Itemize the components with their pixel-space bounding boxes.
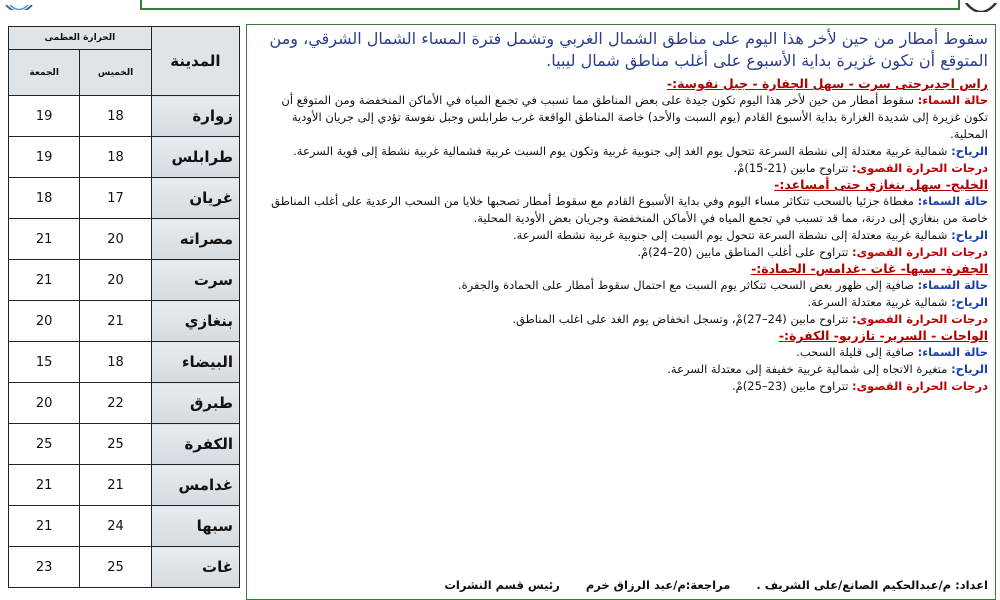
table-row <box>9 424 240 465</box>
sky-label: حالة السماء: <box>917 194 988 208</box>
wind-label: الرياح: <box>951 228 988 242</box>
thursday-temp: 20 <box>80 260 152 301</box>
sky-text: صافية إلى قليلة السحب. <box>796 345 914 359</box>
table-row <box>9 301 240 342</box>
prepared-by: اعداد: م/عبدالحكيم الصانع/على الشريف . <box>756 578 988 592</box>
city-name: بنغازي <box>151 301 239 342</box>
right-logo <box>962 0 1000 12</box>
city-name: غريان <box>151 178 239 219</box>
thursday-temp: 18 <box>80 137 152 178</box>
friday-temp: 25 <box>9 424 80 465</box>
city-header: المدينة <box>151 27 239 96</box>
region-title: الخليج- سهل بنغازي حتى أمساعد:- <box>774 177 988 192</box>
city-name: غدامس <box>151 465 239 506</box>
table-row <box>9 465 240 506</box>
table-row <box>9 260 240 301</box>
sky-text: صافية إلى ظهور بعض السحب تتكاثر يوم السبت مع احتمال سقوط أمطار على الحمادة والجفرة. <box>457 278 914 292</box>
friday-temp: 20 <box>9 301 80 342</box>
sky-label: حالة السماء: <box>917 278 988 292</box>
wind-text: شمالية غربية معتدلة إلى نشطة السرعة تتحول يوم الغد إلى جنوبية غربية وتكون يوم السبت غربية فشمالية غربية نشطة إلى قوية السرعة. <box>293 144 948 158</box>
temp-label: درجات الحرارة القصوى: <box>852 161 988 175</box>
friday-temp: 21 <box>9 465 80 506</box>
friday-temp: 21 <box>9 219 80 260</box>
thursday-temp: 17 <box>80 178 152 219</box>
intro-summary: سقوط أمطار من حين لأخر هذا اليوم على مناطق الشمال الغربي وتشمل فترة المساء الشمال الشرقي، ومن المتوقع أن تكون غزيرة بداية الأسبوع على أغلب مناطق شمال ليبيا. <box>269 29 988 70</box>
sky-text: سقوط أمطار من حين لأخر هذا اليوم تكون جيدة على بعض المناطق مما تسبب في تجمع المياه في الأماكن المنخفضة ومن المتوقع أن تكون غزيرة إلى شديدة الغزارة بداية الأسبوع القادم (يوم السبت والأحد) خاصة المناطق الواقعة غرب طرابلس وجبل نفوسة تؤدي إلى جريان الأودية المحلية. <box>281 93 988 141</box>
thursday-temp: 21 <box>80 465 152 506</box>
signature-line <box>254 578 988 592</box>
table-row <box>9 137 240 178</box>
thursday-temp: 21 <box>80 301 152 342</box>
wind-label: الرياح: <box>951 295 988 309</box>
friday-temp: 18 <box>9 178 80 219</box>
forecast-content <box>254 28 988 395</box>
temp-label: درجات الحرارة القصوى: <box>852 312 988 326</box>
table-row <box>9 547 240 588</box>
city-name: البيضاء <box>151 342 239 383</box>
city-name: مصراته <box>151 219 239 260</box>
table-row <box>9 383 240 424</box>
wind-label: الرياح: <box>951 362 988 376</box>
wind-text: شمالية غربية معتدلة إلى نشطة السرعة تتحول يوم السبت إلى جنوبية غربية نشطة السرعة. <box>512 228 948 242</box>
friday-temp: 15 <box>9 342 80 383</box>
header-frame <box>140 0 960 10</box>
region-section <box>254 177 988 261</box>
friday-temp: 23 <box>9 547 80 588</box>
region-section <box>254 261 988 328</box>
temperature-table <box>8 26 240 588</box>
department-head: رئيس قسم النشرات <box>444 578 560 592</box>
table-row <box>9 96 240 137</box>
thursday-temp: 22 <box>80 383 152 424</box>
thursday-temp: 25 <box>80 547 152 588</box>
region-section <box>254 328 988 395</box>
table-row <box>9 219 240 260</box>
city-name: الكفرة <box>151 424 239 465</box>
temp-label: درجات الحرارة القصوى: <box>852 379 988 393</box>
thursday-temp: 20 <box>80 219 152 260</box>
friday-header: الجمعة <box>9 50 80 96</box>
reviewed-by: مراجعة:م/عبد الرزاق خرم <box>585 578 731 592</box>
thursday-temp: 24 <box>80 506 152 547</box>
city-name: زوارة <box>151 96 239 137</box>
left-emblem <box>0 0 38 10</box>
table-row <box>9 178 240 219</box>
temp-text: تتراوح مابين (24–27)مْ، وتسجل انخفاض يوم الغد على اغلب المناطق. <box>512 312 849 326</box>
city-name: غات <box>151 547 239 588</box>
region-title: الواحات - السرير- تازربو- الكفرة:- <box>778 328 988 343</box>
wind-text: شمالية غربية معتدلة السرعة. <box>807 295 948 309</box>
city-name: سرت <box>151 260 239 301</box>
thursday-temp: 18 <box>80 342 152 383</box>
thursday-temp: 25 <box>80 424 152 465</box>
temp-text: تتراوح مابين (21-15)مْ. <box>733 161 849 175</box>
friday-temp: 21 <box>9 506 80 547</box>
thursday-header: الخميس <box>80 50 152 96</box>
table-row <box>9 342 240 383</box>
sky-label: حالة السماء: <box>917 93 988 107</box>
max-temp-header: الحرارة العظمى <box>9 27 152 50</box>
temp-label: درجات الحرارة القصوى: <box>852 245 988 259</box>
city-name: طرابلس <box>151 137 239 178</box>
sky-label: حالة السماء: <box>917 345 988 359</box>
friday-temp: 21 <box>9 260 80 301</box>
temp-text: تتراوح على أغلب المناطق مابين (20–24)مْ. <box>637 245 849 259</box>
region-title: راس اجديرحتى سرت - سهل الجفارة - جبل نفوسة:- <box>666 76 988 91</box>
sky-text: مغطاة جزئيا بالسحب تتكاثر مساء اليوم وفي بداية الأسبوع القادم مع سقوط أمطار تصحبها خلايا من السحب الرعدية على أغلب المناطق خاصة من بنغازي إلى درنة، مما قد تسبب في تجمع المياه في الأماكن المنخفضة وجريان بعض الأودية المحلية. <box>271 194 988 225</box>
region-title: الجفرة- سبها- غات -غدامس- الحمادة:- <box>751 261 988 276</box>
temp-text: تتراوح مابين (23–25)مْ. <box>732 379 849 393</box>
table-row <box>9 506 240 547</box>
thursday-temp: 18 <box>80 96 152 137</box>
friday-temp: 19 <box>9 137 80 178</box>
city-name: سبها <box>151 506 239 547</box>
friday-temp: 20 <box>9 383 80 424</box>
city-name: طبرق <box>151 383 239 424</box>
region-section <box>254 76 988 177</box>
wind-label: الرياح: <box>951 144 988 158</box>
friday-temp: 19 <box>9 96 80 137</box>
wind-text: متغيرة الاتجاه إلى شمالية غربية خفيفة إلى معتدلة السرعة. <box>667 362 948 376</box>
